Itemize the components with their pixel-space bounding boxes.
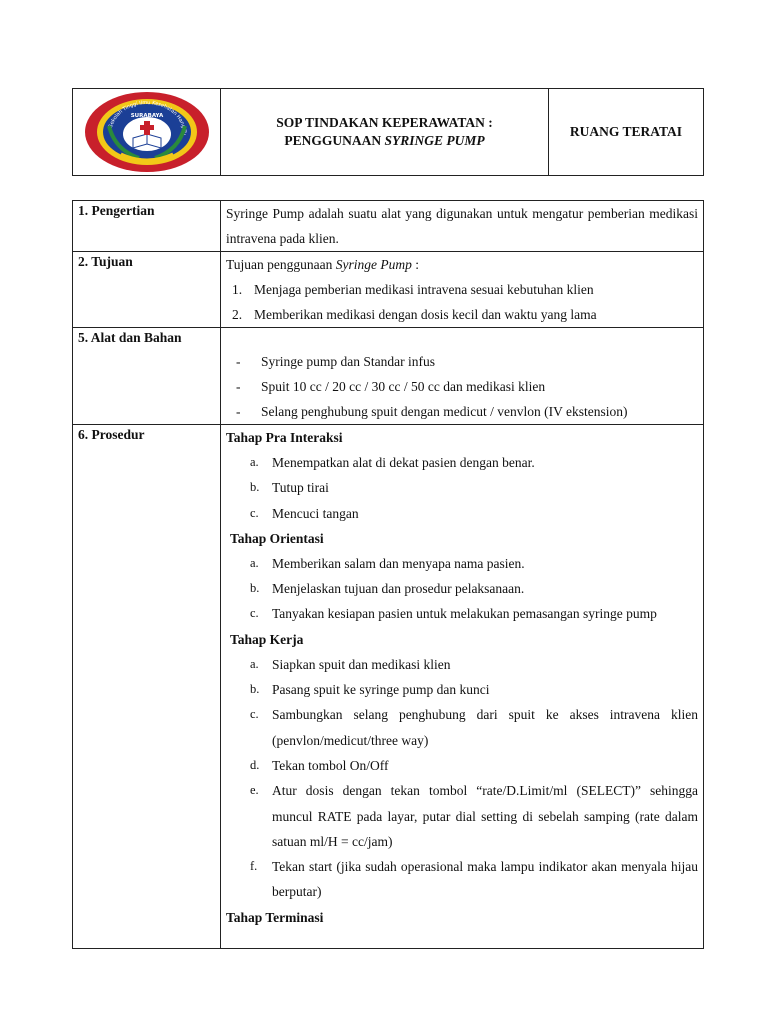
phase-title: Tahap Orientasi (230, 530, 324, 546)
list-letter: b. (250, 682, 260, 697)
list-letter: b. (250, 480, 260, 495)
title-line-2-prefix: PENGGUNAAN (284, 133, 385, 148)
list-text: Siapkan spuit dan medikasi klien (272, 656, 451, 672)
seal-city-text: SURABAYA (130, 113, 163, 119)
list-letter: c. (250, 707, 259, 722)
institution-seal-icon (81, 90, 213, 174)
list-letter: e. (250, 783, 259, 798)
list-item (236, 349, 698, 374)
logo-cell (73, 89, 221, 175)
table-row (73, 425, 704, 949)
list-item (226, 753, 698, 778)
list-text: Menempatkan alat di dekat pasien dengan benar. (272, 455, 535, 470)
list-item (226, 652, 698, 677)
title-line-2 (284, 132, 484, 150)
list-text: Spuit 10 cc / 20 cc / 30 cc / 50 cc dan medikasi klien (261, 379, 546, 394)
document-header (72, 88, 704, 176)
list-text: Menjelaskan tujuan dan prosedur pelaksanaan. (272, 581, 525, 597)
list-text: Atur dosis dengan tekan tombol “rate/D.Limit/ml (SELECT)” sehingga muncul RATE pada layar, putar dial setting di sebelah samping (rate dalam satuan ml/H = cc/jam) (272, 783, 698, 849)
phase-title: Tahap Pra Interaksi (226, 430, 343, 445)
list-item (226, 854, 698, 905)
list-item (226, 501, 698, 526)
tujuan-content (221, 252, 704, 328)
document-title (221, 89, 549, 175)
list-letter: d. (250, 757, 260, 772)
table-row (73, 328, 704, 425)
pengertian-text: Syringe Pump adalah suatu alat yang digunakan untuk mengatur pemberian medikasi intravena pada klien. (221, 201, 704, 252)
list-letter: c. (250, 505, 259, 520)
list-text: Memberikan salam dan menyapa nama pasien. (272, 555, 525, 571)
list-text: Menjaga pemberian medikasi intravena sesuai kebutuhan klien (254, 282, 594, 297)
list-item (232, 277, 698, 302)
list-text: Tutup tirai (272, 480, 329, 496)
list-item (226, 601, 698, 626)
list-letter: a. (250, 455, 259, 469)
list-text: Tekan tombol On/Off (272, 757, 389, 773)
list-letter: a. (250, 555, 259, 570)
list-item (226, 551, 698, 576)
list-letter: f. (250, 859, 258, 874)
section-label: 2. Tujuan (73, 252, 221, 328)
list-text: Tekan start (jika sudah operasional maka lampu indikator akan menyala hijau berputar) (272, 859, 698, 900)
list-item (236, 399, 698, 424)
section-label: 5. Alat dan Bahan (73, 328, 221, 425)
list-text: Syringe pump dan Standar infus (261, 354, 435, 369)
tujuan-intro-prefix: Tujuan penggunaan (226, 257, 336, 272)
list-text: Tanyakan kesiapan pasien untuk melakukan pemasangan syringe pump (272, 606, 657, 622)
list-item (226, 576, 698, 601)
list-dash: - (236, 354, 241, 369)
table-row (73, 201, 704, 252)
list-text: Sambungkan selang penghubung dari spuit ke akses intravena klien (penvlon/medicut/three way) (272, 707, 698, 748)
list-item (226, 702, 698, 753)
list-item (226, 677, 698, 702)
list-text: Mencuci tangan (272, 505, 359, 521)
tujuan-intro-suffix: : (411, 257, 419, 272)
list-letter: c. (250, 606, 259, 621)
list-item (226, 778, 698, 854)
tujuan-intro (226, 252, 698, 277)
list-number: 2. (232, 307, 243, 322)
list-letter: a. (250, 656, 259, 671)
list-item (226, 450, 698, 475)
room-name: RUANG TERATAI (569, 124, 683, 139)
sop-table (72, 200, 704, 949)
list-item (226, 475, 698, 500)
prosedur-content (221, 425, 704, 949)
title-line-2-italic: SYRINGE PUMP (384, 133, 485, 148)
section-label: 1. Pengertian (73, 201, 221, 252)
list-item (236, 374, 698, 399)
list-dash: - (236, 379, 241, 394)
tujuan-list (232, 277, 698, 327)
list-text: Memberikan medikasi dengan dosis kecil dan waktu yang lama (254, 307, 597, 322)
list-dash: - (236, 404, 241, 419)
tujuan-intro-italic: Syringe Pump (335, 257, 412, 272)
list-text: Pasang spuit ke syringe pump dan kunci (272, 682, 490, 698)
table-row (73, 252, 704, 328)
phase-title: Tahap Terminasi (226, 909, 324, 925)
seal-top-text: Sekolah Tinggi Ilmu Kesehatan Hang Tu (107, 99, 187, 136)
section-label: 6. Prosedur (73, 425, 221, 949)
list-number: 1. (232, 282, 243, 297)
title-line-1: SOP TINDAKAN KEPERAWATAN : (276, 115, 493, 130)
phase-title: Tahap Kerja (230, 631, 304, 647)
list-text: Selang penghubung spuit dengan medicut / venvlon (IV ekstension) (261, 404, 628, 419)
alat-list (236, 349, 698, 424)
list-item (232, 302, 698, 327)
alat-content (221, 328, 704, 425)
list-letter: b. (250, 581, 260, 596)
